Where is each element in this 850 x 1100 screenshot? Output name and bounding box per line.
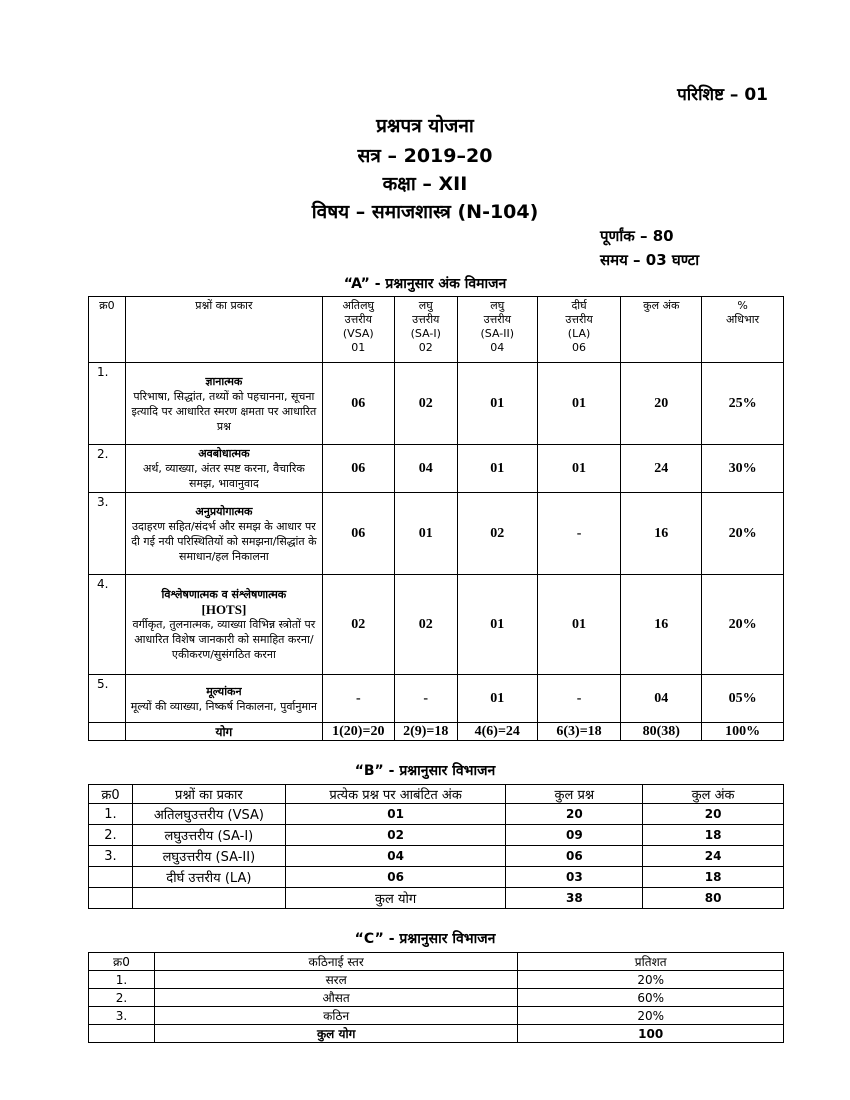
- question-type-hots: [HOTS]: [201, 602, 247, 617]
- sa2-line-1: लघु: [490, 299, 505, 312]
- col-vsa-header: [323, 297, 395, 363]
- table-c: [88, 952, 784, 1043]
- table-a: [88, 296, 784, 741]
- total-sn: [89, 723, 126, 741]
- difficulty-pct: 60%: [518, 989, 784, 1007]
- question-type: अतिलघुउत्तरीय (VSA): [132, 804, 285, 825]
- la-line-2: उत्तरीय: [565, 313, 593, 326]
- table-row: [89, 363, 784, 445]
- col-sn-header: क्र0: [89, 297, 126, 363]
- total-marks: 18: [643, 825, 784, 846]
- question-count: 06: [506, 846, 643, 867]
- vsa-value: -: [323, 675, 395, 723]
- sa1-line-3: (SA-I): [410, 327, 441, 340]
- col-sa2-header: [457, 297, 537, 363]
- question-type-cell: [125, 675, 322, 723]
- sa2-value: 01: [457, 363, 537, 445]
- la-value: -: [537, 675, 621, 723]
- pct-value: 20%: [702, 575, 784, 675]
- vsa-line-3: (VSA): [342, 327, 374, 340]
- row-sn: 2.: [89, 825, 133, 846]
- total-vsa: 1(20)=20: [323, 723, 395, 741]
- question-type-desc: परिभाषा, सिद्धांत, तथ्यों को पहचानना, सूचना इत्यादि पर आधारित स्मरण क्षमता पर आधारित प्रश्न: [131, 389, 317, 433]
- table-b-total-row: [89, 888, 784, 909]
- table-a-caption: “A” - प्रश्नानुसार अंक विमाजन: [343, 276, 507, 292]
- sa2-line-4: 04: [490, 341, 505, 354]
- total-la: 6(3)=18: [537, 723, 621, 741]
- vsa-value: 06: [323, 445, 395, 493]
- total-type: [132, 888, 285, 909]
- la-line-3: (LA): [567, 327, 591, 340]
- total-value: 16: [621, 575, 702, 675]
- row-sn: 1.: [89, 363, 126, 445]
- question-type: दीर्घ उत्तरीय (LA): [132, 867, 285, 888]
- row-sn: 5.: [89, 675, 126, 723]
- question-type-cell: [125, 363, 322, 445]
- sa2-line-2: उत्तरीय: [483, 313, 511, 326]
- question-type: लघुउत्तरीय (SA-II): [132, 846, 285, 867]
- question-type-desc: वर्गीकृत, तुलनात्मक, व्याख्या विभिन्न स्त्रोतों पर आधारित विशेष जानकारी को समाहित करना/एकीकरण/सुसंगठित करना: [132, 618, 316, 661]
- col-pct-header: प्रतिशत: [518, 953, 784, 971]
- row-sn: 2.: [89, 445, 126, 493]
- sa2-line-3: (SA-II): [480, 327, 515, 340]
- la-value: 01: [537, 575, 621, 675]
- row-sn: 3.: [89, 493, 126, 575]
- table-row: [89, 867, 784, 888]
- row-sn: 3.: [89, 1007, 155, 1025]
- table-row: [89, 493, 784, 575]
- vsa-value: 02: [323, 575, 395, 675]
- subject-line: विषय – समाजशास्त्र (N-104): [311, 201, 539, 223]
- table-row: [89, 989, 784, 1007]
- sa2-value: 01: [457, 575, 537, 675]
- vsa-line-4: 01: [351, 341, 366, 354]
- question-count: 09: [506, 825, 643, 846]
- total-marks: 80(38): [621, 723, 702, 741]
- question-count: 03: [506, 867, 643, 888]
- row-sn: 3.: [89, 846, 133, 867]
- vsa-value: 06: [323, 363, 395, 445]
- sa1-line-2: उत्तरीय: [412, 313, 440, 326]
- question-type-title: ज्ञानात्मक: [205, 374, 243, 388]
- sa1-value: 04: [394, 445, 457, 493]
- col-count-header: कुल प्रश्न: [506, 785, 643, 804]
- question-type-title: विश्लेषणात्मक व संश्लेषणात्मक: [161, 588, 287, 601]
- table-c-header-row: [89, 953, 784, 971]
- table-b: [88, 784, 784, 909]
- sa1-value: 02: [394, 575, 457, 675]
- max-marks: पूर्णांक – 80: [600, 227, 674, 245]
- question-type-desc: उदाहरण सहित/संदर्भ और समझ के आधार पर दी गई नयी परिस्थितियों को समझना/सिद्धांत के समाधान/हल निकालना: [131, 519, 317, 563]
- sa2-value: 01: [457, 445, 537, 493]
- total-value: 20: [621, 363, 702, 445]
- marks-each: 01: [285, 804, 506, 825]
- question-type-cell: [125, 445, 322, 493]
- col-sa1-header: [394, 297, 457, 363]
- la-value: 01: [537, 363, 621, 445]
- la-line-1: दीर्घ: [571, 299, 587, 312]
- marks-each: 06: [285, 867, 506, 888]
- la-line-4: 06: [572, 341, 587, 354]
- vsa-line-2: उत्तरीय: [344, 313, 372, 326]
- pct-value: 20%: [702, 493, 784, 575]
- class-line: कक्षा – XII: [382, 173, 468, 195]
- row-sn: 1.: [89, 971, 155, 989]
- table-a-total-row: [89, 723, 784, 741]
- question-type-title: मूल्यांकन: [206, 684, 242, 698]
- question-count: 20: [506, 804, 643, 825]
- row-sn: [89, 867, 133, 888]
- row-sn: 4.: [89, 575, 126, 675]
- col-total-header: कुल अंक: [643, 785, 784, 804]
- total-count: 38: [506, 888, 643, 909]
- total-label: कुल योग: [285, 888, 506, 909]
- total-sa2: 4(6)=24: [457, 723, 537, 741]
- sa1-value: -: [394, 675, 457, 723]
- total-label: योग: [125, 723, 322, 741]
- exam-time: समय – 03 घण्टा: [600, 251, 700, 269]
- col-sn-header: क्र0: [89, 785, 133, 804]
- col-pct-header: [702, 297, 784, 363]
- table-row: [89, 825, 784, 846]
- table-row: [89, 575, 784, 675]
- total-marks: 18: [643, 867, 784, 888]
- table-row: [89, 1007, 784, 1025]
- col-la-header: [537, 297, 621, 363]
- pct-line-1: %: [737, 299, 748, 312]
- la-value: 01: [537, 445, 621, 493]
- total-value: 16: [621, 493, 702, 575]
- col-level-header: कठिनाई स्तर: [154, 953, 517, 971]
- appendix-label: परिशिष्ट – 01: [677, 85, 768, 105]
- table-row: [89, 804, 784, 825]
- table-row: [89, 675, 784, 723]
- total-sa1: 2(9)=18: [394, 723, 457, 741]
- table-a-header-row: [89, 297, 784, 363]
- vsa-line-1: अतिलघु: [342, 299, 375, 312]
- total-marks: 20: [643, 804, 784, 825]
- la-value: -: [537, 493, 621, 575]
- total-marks: 80: [643, 888, 784, 909]
- total-label: कुल योग: [154, 1025, 517, 1043]
- marks-each: 02: [285, 825, 506, 846]
- col-marks-each-header: प्रत्येक प्रश्न पर आबंटित अंक: [285, 785, 506, 804]
- row-sn: 2.: [89, 989, 155, 1007]
- question-type-desc: अर्थ, व्याख्या, अंतर स्पष्ट करना, वैचारिक समझ, भावानुवाद: [142, 462, 305, 490]
- total-value: 04: [621, 675, 702, 723]
- sa1-value: 01: [394, 493, 457, 575]
- sa1-value: 02: [394, 363, 457, 445]
- total-marks: 24: [643, 846, 784, 867]
- table-row: [89, 445, 784, 493]
- difficulty-pct: 20%: [518, 971, 784, 989]
- difficulty-level: सरल: [154, 971, 517, 989]
- total-sn: [89, 888, 133, 909]
- pct-value: 30%: [702, 445, 784, 493]
- col-total-header: कुल अंक: [621, 297, 702, 363]
- question-type-desc: मूल्यों की व्याख्या, निष्कर्ष निकालना, पुर्वानुमान: [130, 699, 317, 713]
- question-type-cell: [125, 575, 322, 675]
- pct-line-2: अधिभार: [726, 313, 760, 326]
- question-type-cell: [125, 493, 322, 575]
- row-sn: 1.: [89, 804, 133, 825]
- col-type-header: प्रश्नों का प्रकार: [125, 297, 322, 363]
- table-c-total-row: [89, 1025, 784, 1043]
- marks-each: 04: [285, 846, 506, 867]
- difficulty-level: औसत: [154, 989, 517, 1007]
- total-pct: 100: [518, 1025, 784, 1043]
- total-pct: 100%: [702, 723, 784, 741]
- col-sn-header: क्र0: [89, 953, 155, 971]
- total-sn: [89, 1025, 155, 1043]
- table-c-caption: “C” - प्रश्नानुसार विभाजन: [354, 931, 496, 947]
- sa1-line-1: लघु: [418, 299, 433, 312]
- sa1-line-4: 02: [418, 341, 433, 354]
- table-row: [89, 846, 784, 867]
- table-b-header-row: [89, 785, 784, 804]
- vsa-value: 06: [323, 493, 395, 575]
- pct-value: 05%: [702, 675, 784, 723]
- document-title: प्रश्नपत्र योजना: [376, 115, 474, 137]
- table-row: [89, 971, 784, 989]
- difficulty-pct: 20%: [518, 1007, 784, 1025]
- pct-value: 25%: [702, 363, 784, 445]
- sa2-value: 01: [457, 675, 537, 723]
- table-b-caption: “B” - प्रश्नानुसार विभाजन: [354, 763, 496, 779]
- sa2-value: 02: [457, 493, 537, 575]
- total-value: 24: [621, 445, 702, 493]
- question-type-title: अवबोधात्मक: [198, 447, 250, 460]
- question-type-title: अनुप्रयोगात्मक: [195, 504, 253, 518]
- question-type: लघुउत्तरीय (SA-I): [132, 825, 285, 846]
- col-type-header: प्रश्नों का प्रकार: [132, 785, 285, 804]
- difficulty-level: कठिन: [154, 1007, 517, 1025]
- session-line: सत्र – 2019–20: [357, 145, 493, 167]
